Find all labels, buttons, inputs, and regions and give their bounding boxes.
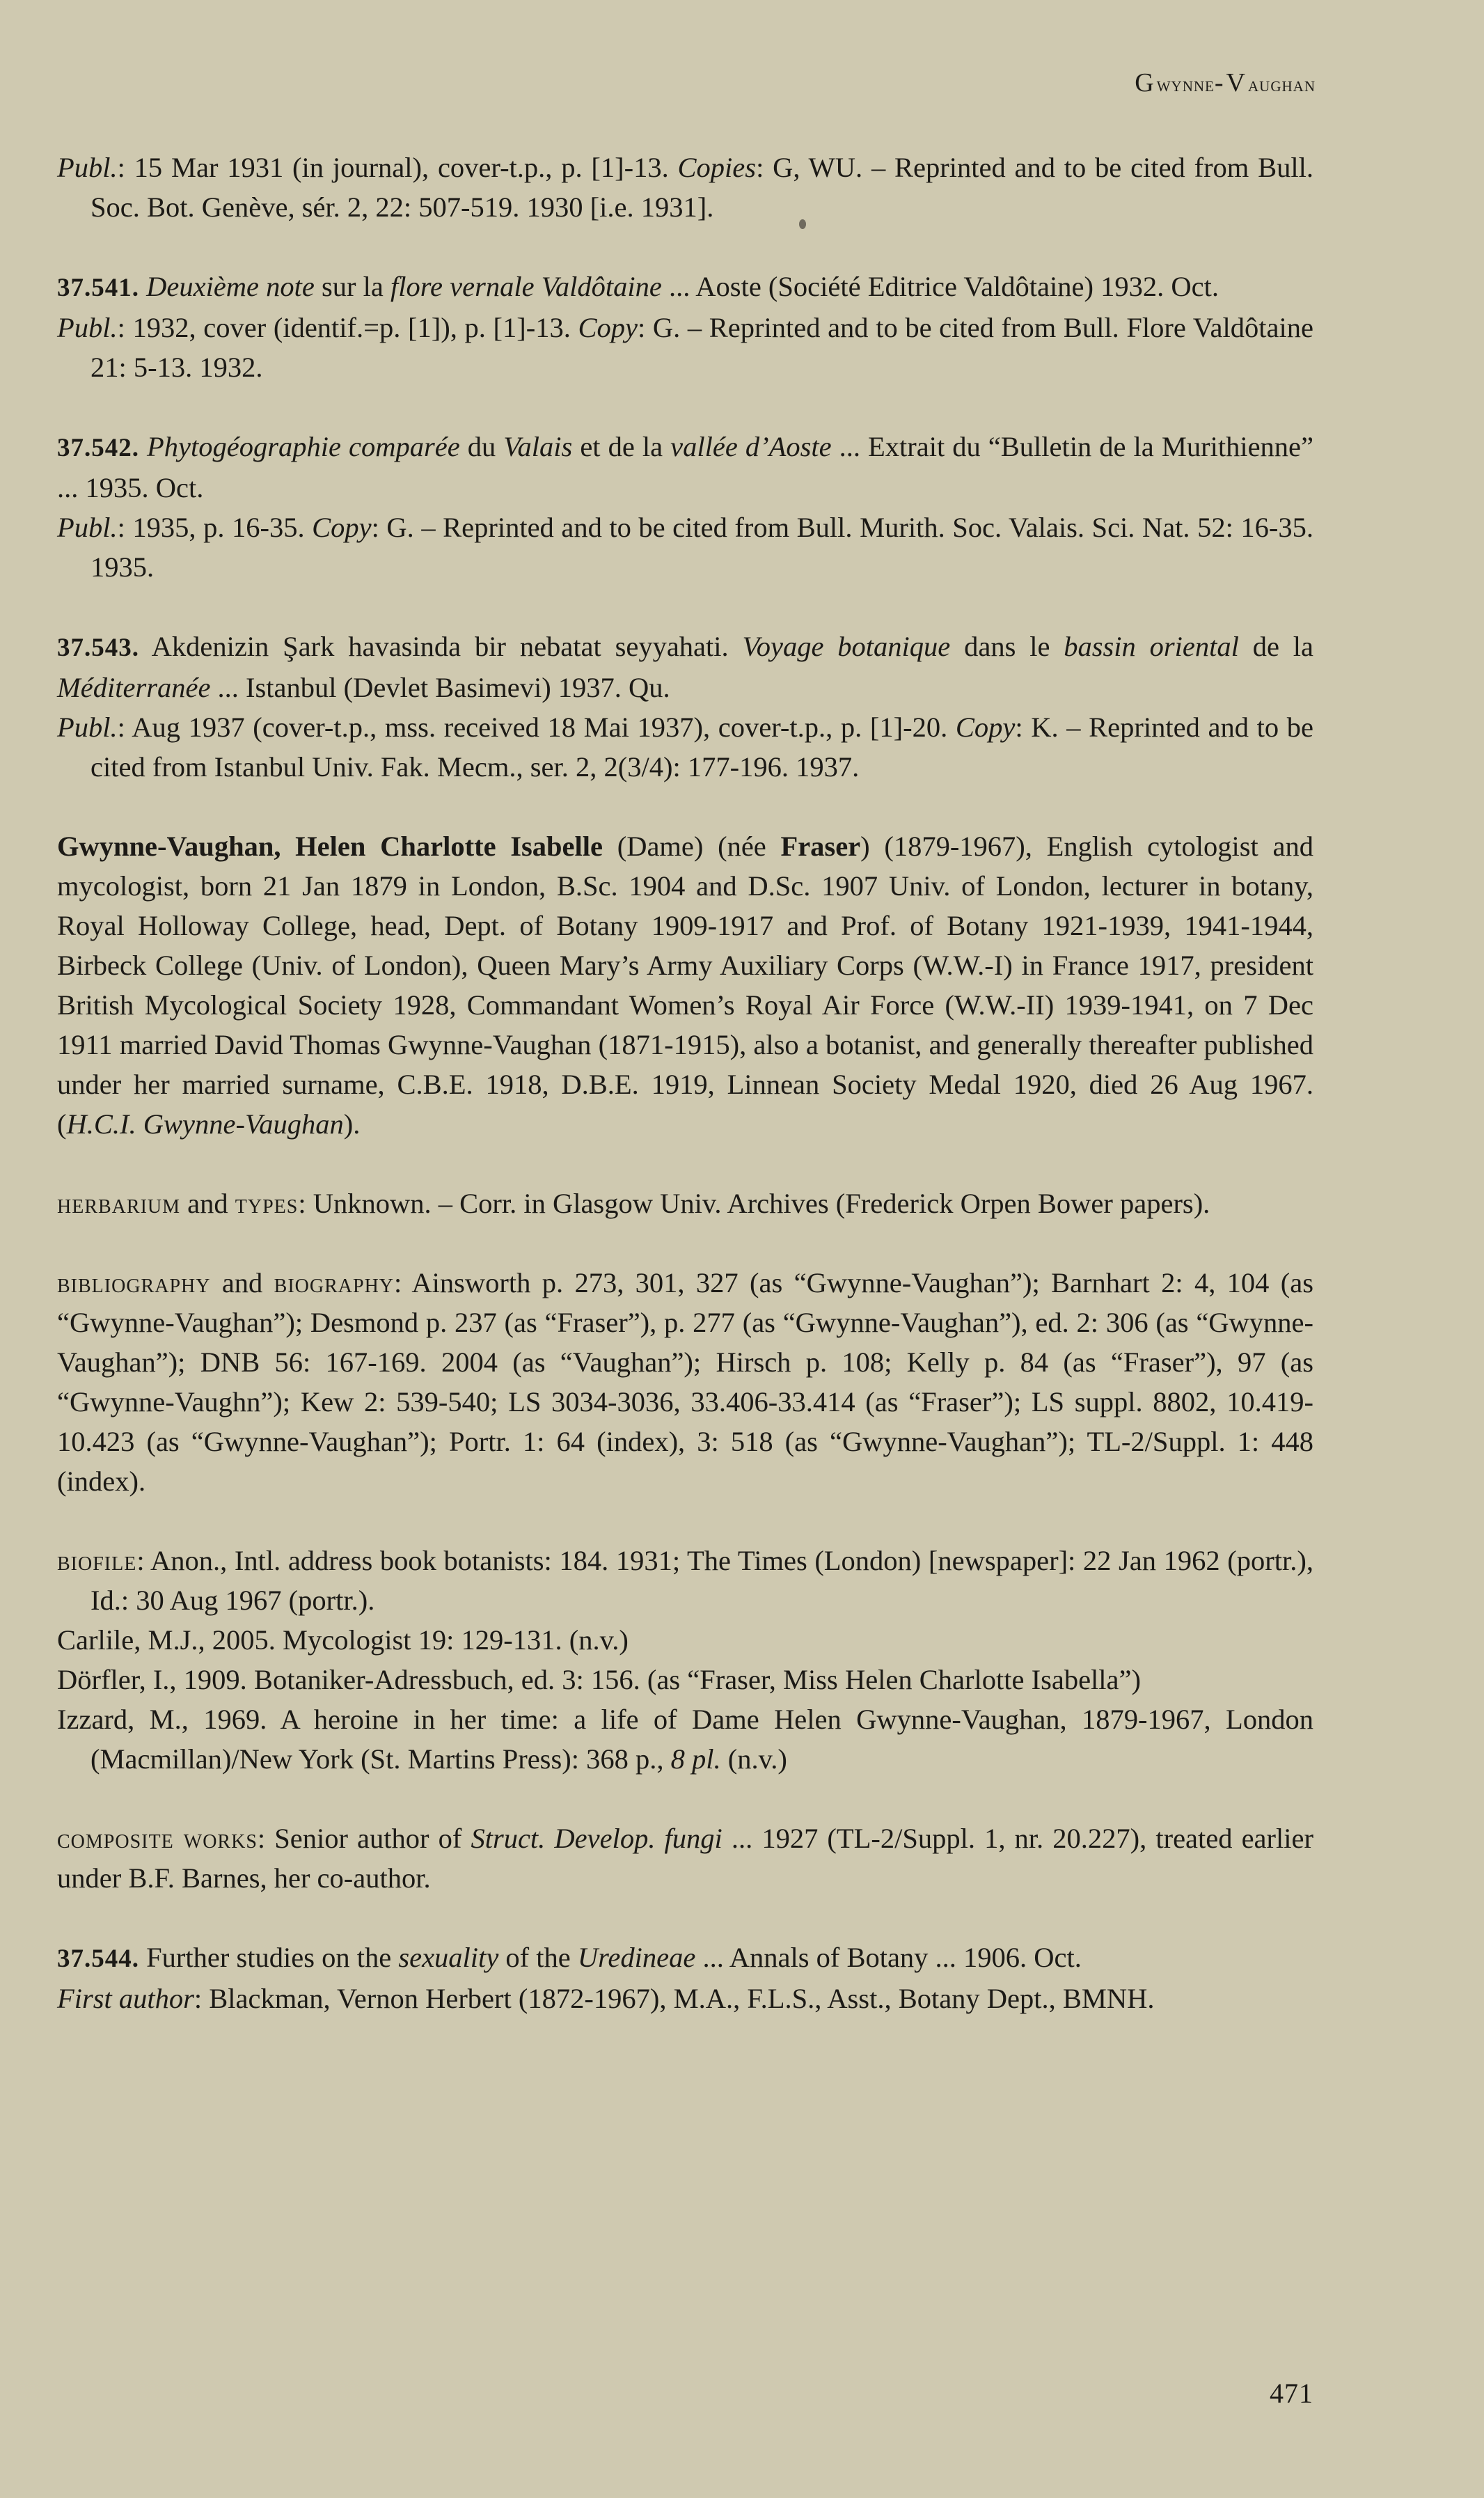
publ-note-continuation xyxy=(57,148,1313,227)
publ-text: : G. – Reprinted and to be cited from Bull. Flore Valdôtaine 21: 5-13. 1932. xyxy=(90,312,1313,383)
entry-title-part: et de la xyxy=(572,431,671,462)
section-text: and xyxy=(210,1267,274,1298)
entry-title-part: of the xyxy=(498,1942,578,1973)
publ-label: Publ. xyxy=(57,152,118,183)
first-author-label: First author xyxy=(57,1983,194,2014)
author-maiden-name: Fraser xyxy=(780,831,861,862)
publ-label: Publ. xyxy=(57,712,118,743)
entry-37-543-publ xyxy=(57,707,1313,787)
section-label: bibliography xyxy=(57,1267,211,1298)
entry-title-part: Deuxième note xyxy=(146,271,315,302)
entry-title-part: Valais xyxy=(503,431,573,462)
entry-title-part: Akdenizin Şark havasinda bir nebatat seyyahati. xyxy=(139,631,743,662)
entry-title-part: dans le xyxy=(950,631,1064,662)
publ-text: : 15 Mar 1931 (in journal), cover-t.p., p. [1]-13. xyxy=(117,152,678,183)
entry-title-part: Méditerranée xyxy=(57,672,211,703)
entry-37-544 xyxy=(57,1938,1313,1979)
page-body xyxy=(57,148,1313,2018)
running-head-dash-v: -V xyxy=(1214,68,1248,97)
section-text: and xyxy=(180,1188,235,1219)
running-head-g: G xyxy=(1135,68,1157,97)
entry-title-part: Voyage botanique xyxy=(742,631,951,662)
publ-text: : Aug 1937 (cover-t.p., mss. received 18 Mai 1937), cover-t.p., p. [1]-20. xyxy=(117,712,956,743)
copies-label: Copies xyxy=(677,152,757,183)
entry-number: 37.544. xyxy=(57,1945,139,1973)
entry-title-part: ... Annals of Botany ... 1906. Oct. xyxy=(695,1942,1082,1973)
section-label: types xyxy=(235,1188,299,1219)
biofile-line xyxy=(57,1541,1313,1620)
running-head-aughan: aughan xyxy=(1248,73,1316,96)
entry-37-542 xyxy=(57,427,1313,508)
section-text: (n.v.) xyxy=(720,1743,787,1775)
publ-text: : 1932, cover (identif.=p. [1]), p. [1]-13. xyxy=(117,312,578,343)
author-bio-text: (Dame) (née xyxy=(603,831,781,862)
copy-label: Copy xyxy=(955,712,1016,743)
author-abbreviation: H.C.I. Gwynne-Vaughan xyxy=(66,1108,344,1140)
entry-37-544-first-author xyxy=(57,1979,1313,2018)
publ-text: : G, WU. – Reprinted and to be cited from Bull. Soc. Bot. Genève, sér. 2, 22: 507-519. 1930 [i.e. 1931]. xyxy=(90,152,1313,223)
publ-label: Publ. xyxy=(57,512,118,543)
bibliography-section xyxy=(57,1263,1313,1501)
author-bio-text: ) (1879-1967), English cytologist and mycologist, born 21 Jan 1879 in London, B.Sc. 1904 and D.Sc. 1907 Univ. of London, lecturer in botany, Royal Holloway College, head, Dept. of Botany 1909-1917 and Prof. of Botany 1921-1939, 1941-1944, Birbeck College (Univ. of London), Queen Mary’s Army Auxiliary Corps (W.W.-I) in France 1917, president British Mycological Society 1928, Commandant Women’s Royal Air Force (W.W.-II) 1939-1941, on 7 Dec 1911 married David Thomas Gwynne-Vaughan (1871-1915), also a botanist, and generally thereafter published under her married surname, C.B.E. 1918, D.B.E. 1919, Linnean Society Medal 1920, died 26 Aug 1967. ( xyxy=(57,831,1313,1140)
entry-title-part: flore vernale Valdôtaine xyxy=(390,271,662,302)
section-text: : Anon., Intl. address book botanists: 184. 1931; The Times (London) [newspaper]: 22 Jan 1962 (portr.), Id.: 30 Aug 1967 (portr.). xyxy=(90,1545,1313,1616)
herbarium-section xyxy=(57,1184,1313,1223)
entry-title-part: sur la xyxy=(314,271,390,302)
author-bio-text: ). xyxy=(343,1108,361,1140)
author-biography xyxy=(57,826,1313,1144)
entry-37-541-publ xyxy=(57,308,1313,387)
section-label: biofile xyxy=(57,1545,137,1576)
entry-title-part: du xyxy=(459,431,504,462)
running-head xyxy=(1135,68,1316,100)
composite-works-section xyxy=(57,1818,1313,1898)
biofile-line: Dörfler, I., 1909. Botaniker-Adressbuch, ed. 3: 156. (as “Fraser, Miss Helen Charlotte Isabella”) xyxy=(57,1664,1141,1695)
section-text: : Unknown. – Corr. in Glasgow Univ. Archives (Frederick Orpen Bower papers). xyxy=(298,1188,1210,1219)
entry-title-part: Uredineae xyxy=(577,1942,696,1973)
entry-title-part: de la xyxy=(1238,631,1314,662)
page xyxy=(57,0,1316,2498)
section-label: works xyxy=(173,1823,258,1854)
entry-37-542-publ xyxy=(57,508,1313,587)
author-name: Gwynne-Vaughan, Helen Charlotte Isabelle xyxy=(57,831,603,862)
paper-speck xyxy=(799,219,806,229)
entry-number: 37.541. xyxy=(57,274,139,302)
section-label: biography xyxy=(274,1267,395,1298)
entry-37-543 xyxy=(57,627,1313,707)
section-label: herbarium xyxy=(57,1188,181,1219)
section-text: Struct. Develop. fungi xyxy=(471,1823,723,1854)
entry-37-541 xyxy=(57,267,1313,308)
publ-label: Publ. xyxy=(57,312,118,343)
entry-number: 37.543. xyxy=(57,634,139,662)
page-number: 471 xyxy=(1270,2378,1313,2409)
running-head-wynne: wynne xyxy=(1156,73,1215,96)
entry-title-part: vallée d’Aoste xyxy=(670,431,832,462)
entry-title-part: sexuality xyxy=(398,1942,499,1973)
section-text: Izzard, M., 1969. A heroine in her time: a life of Dame Helen Gwynne-Vaughan, 1879-1967, London (Macmillan)/New York (St. Martins Press): 368 p., xyxy=(57,1704,1313,1775)
section-text: 8 pl. xyxy=(670,1743,721,1775)
publ-text: : 1935, p. 16-35. xyxy=(117,512,313,543)
publ-text: : K. – Reprinted and to be cited from Istanbul Univ. Fak. Mecm., ser. 2, 2(3/4): 177-196. 1937. xyxy=(90,712,1313,783)
entry-title-part: bassin oriental xyxy=(1064,631,1239,662)
entry-title-part: ... Istanbul (Devlet Basimevi) 1937. Qu. xyxy=(210,672,670,703)
entry-number: 37.542. xyxy=(57,434,139,462)
section-text: : Ainsworth p. 273, 301, 327 (as “Gwynne-Vaughan”); Barnhart 2: 4, 104 (as “Gwynne-Vaughan”); Desmond p. 237 (as “Fraser”), p. 277 (as “Gwynne-Vaughan”), ed. 2: 306 (as “Gwynne-Vaughan”); DNB 56: 167-169. 2004 (as “Vaughan”); Hirsch p. 108; Kelly p. 84 (as “Fraser”), 97 (as “Gwynne-Vaughn”); Kew 2: 539-540; LS 3034-3036, 33.406-33.414 (as “Fraser”); LS suppl. 8802, 10.419-10.423 (as “Gwynne-Vaughan”); Portr. 1: 64 (index), 3: 518 (as “Gwynne-Vaughan”); TL-2/Suppl. 1: 448 (index). xyxy=(57,1267,1313,1497)
entry-title-part: ... Extrait du “Bulletin de la Murithienne” ... 1935. Oct. xyxy=(57,431,1314,503)
section-label: composite xyxy=(57,1823,174,1854)
copy-label: Copy xyxy=(312,512,372,543)
entry-title-part: Phytogéographie comparée xyxy=(147,431,460,462)
copy-label: Copy xyxy=(578,312,638,343)
publ-text: : G. – Reprinted and to be cited from Bull. Murith. Soc. Valais. Sci. Nat. 52: 16-35. 1935. xyxy=(90,512,1313,583)
section-text: : Senior author of xyxy=(257,1823,471,1854)
entry-title-part: ... Aoste (Société Editrice Valdôtaine) 1932. Oct. xyxy=(661,271,1219,302)
section-text: ... 1927 (TL-2/Suppl. 1, nr. 20.227), treated earlier under B.F. Barnes, her co-author. xyxy=(57,1823,1313,1894)
entry-title-part: Further studies on the xyxy=(139,1942,399,1973)
first-author-text: : Blackman, Vernon Herbert (1872-1967), M.A., F.L.S., Asst., Botany Dept., BMNH. xyxy=(194,1983,1155,2014)
biofile-line xyxy=(57,1699,1313,1779)
biofile-line: Carlile, M.J., 2005. Mycologist 19: 129-131. (n.v.) xyxy=(57,1624,629,1656)
